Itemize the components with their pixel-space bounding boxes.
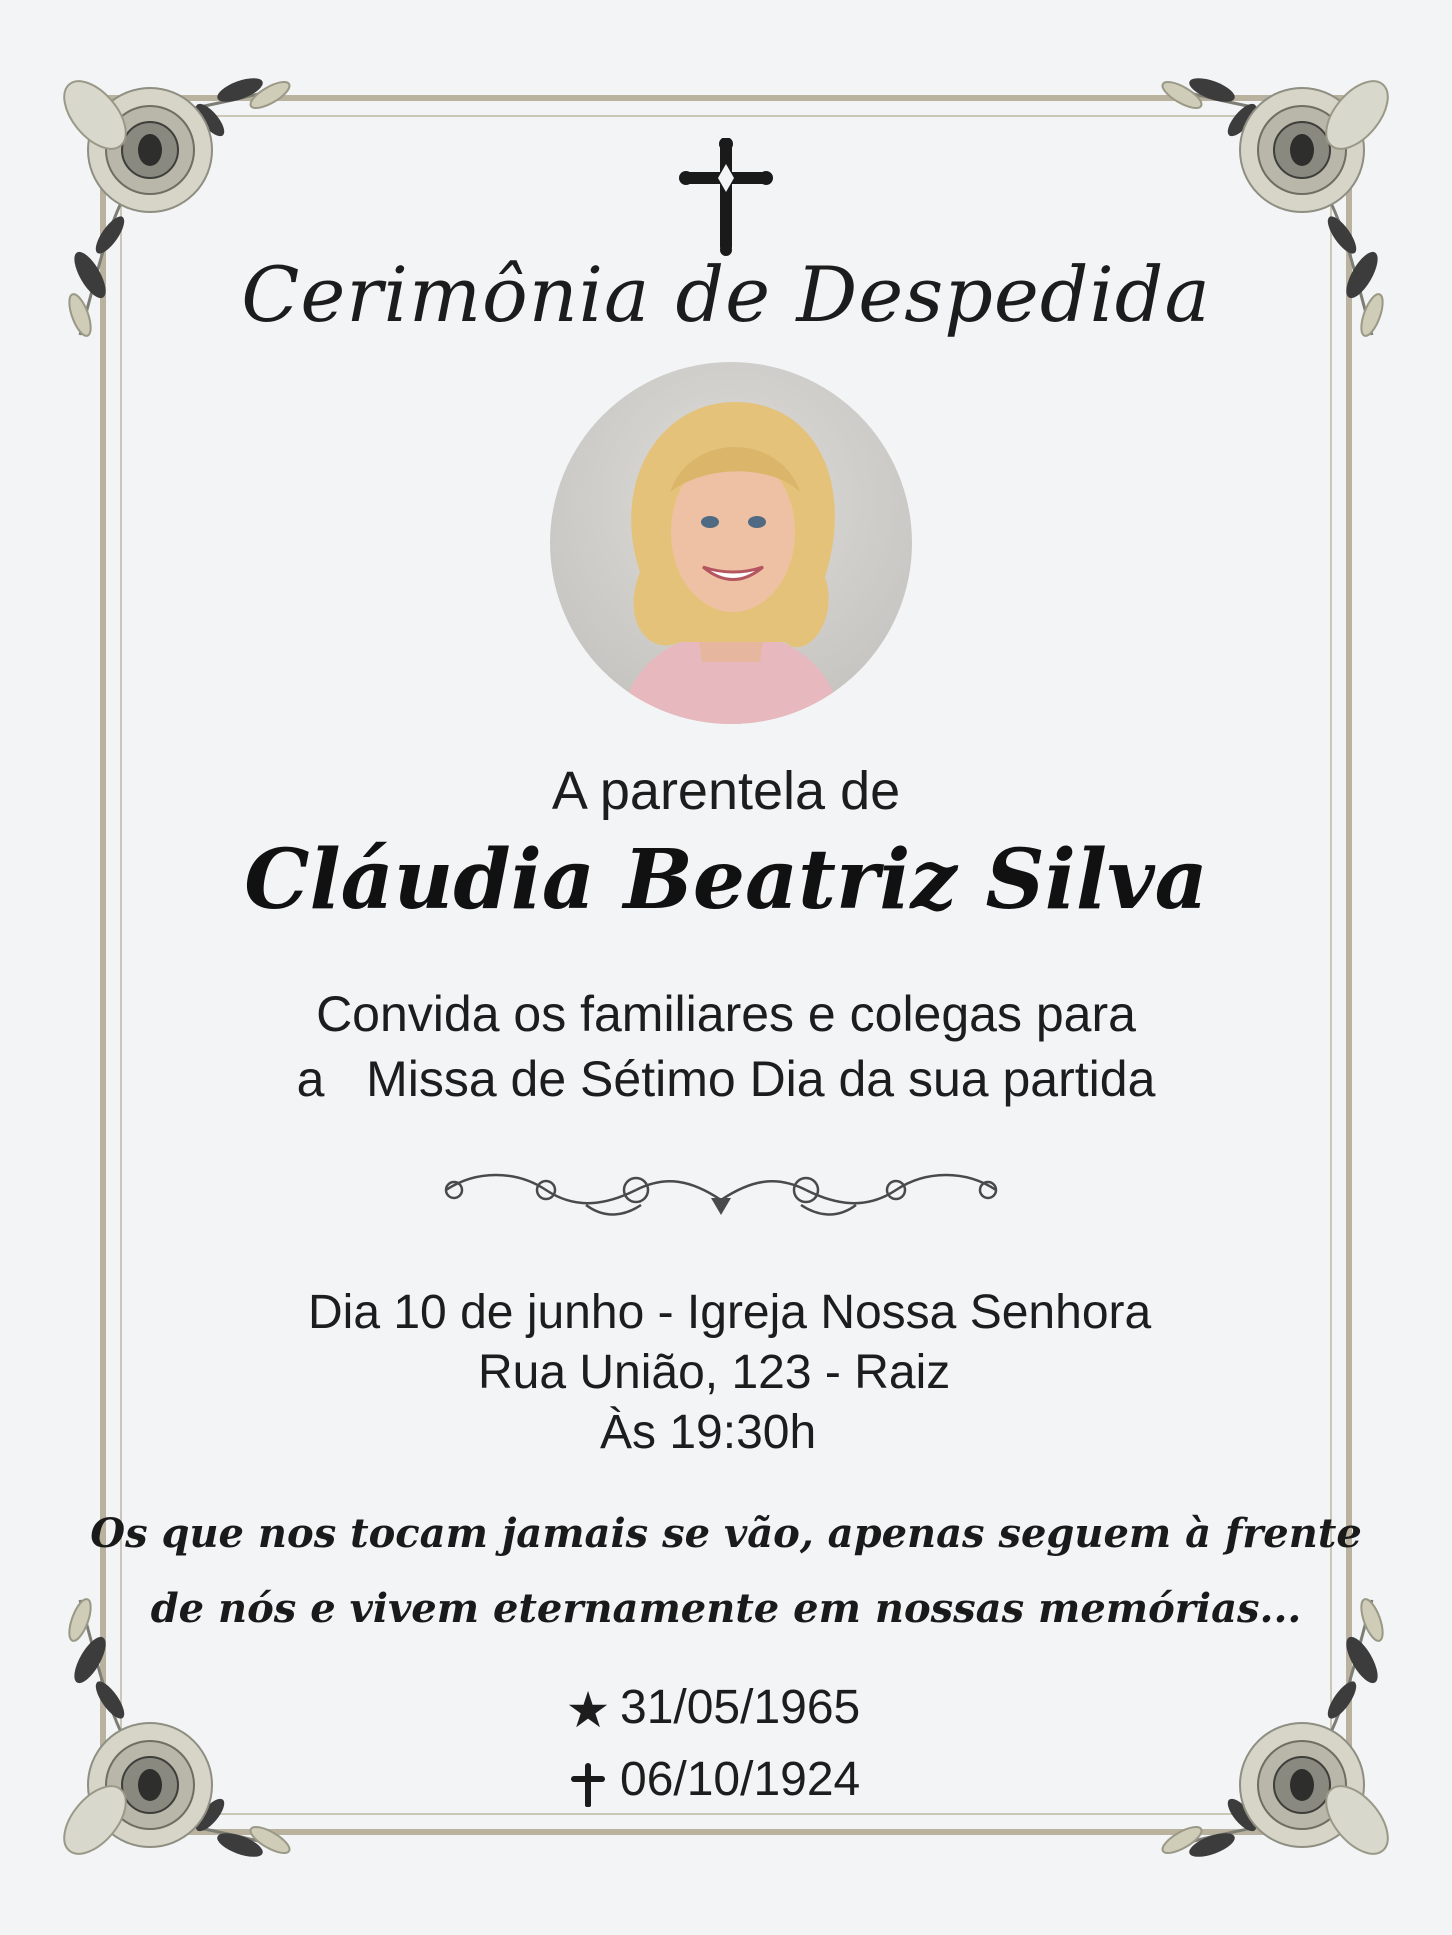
cross-icon [678,138,774,256]
invite-line: Convida os familiares e colegas para [316,986,1136,1042]
birth-date-row [560,1680,860,1739]
event-date-location: Dia 10 de junho - Igreja Nossa Senhora [308,1286,1152,1339]
quote-line: de nós e vivem eternamente em nossas memórias... [150,1585,1302,1632]
cross-icon [560,1753,616,1811]
star-icon: ★ [565,1682,611,1739]
death-date: 06/10/1924 [620,1753,861,1806]
family-line: A parentela de [551,761,901,821]
invite-line: a Missa de Sétimo Dia da sua partida [296,1051,1156,1107]
event-time: Às 19:30h [600,1406,817,1459]
rose-floral-icon [40,1590,300,1890]
page-title: Cerimônia de Despedida [241,250,1211,339]
ornament-divider-icon [436,1160,1006,1230]
event-address: Rua União, 123 - Raiz [478,1346,951,1399]
quote-line: Os que nos tocam jamais se vão, apenas seguem à frente [90,1510,1362,1557]
rose-floral-icon [1152,1590,1412,1890]
deceased-name: Cláudia Beatriz Silva [244,832,1208,928]
portrait-photo [550,362,912,724]
death-date-row [560,1752,860,1811]
birth-date: 31/05/1965 [620,1681,861,1734]
